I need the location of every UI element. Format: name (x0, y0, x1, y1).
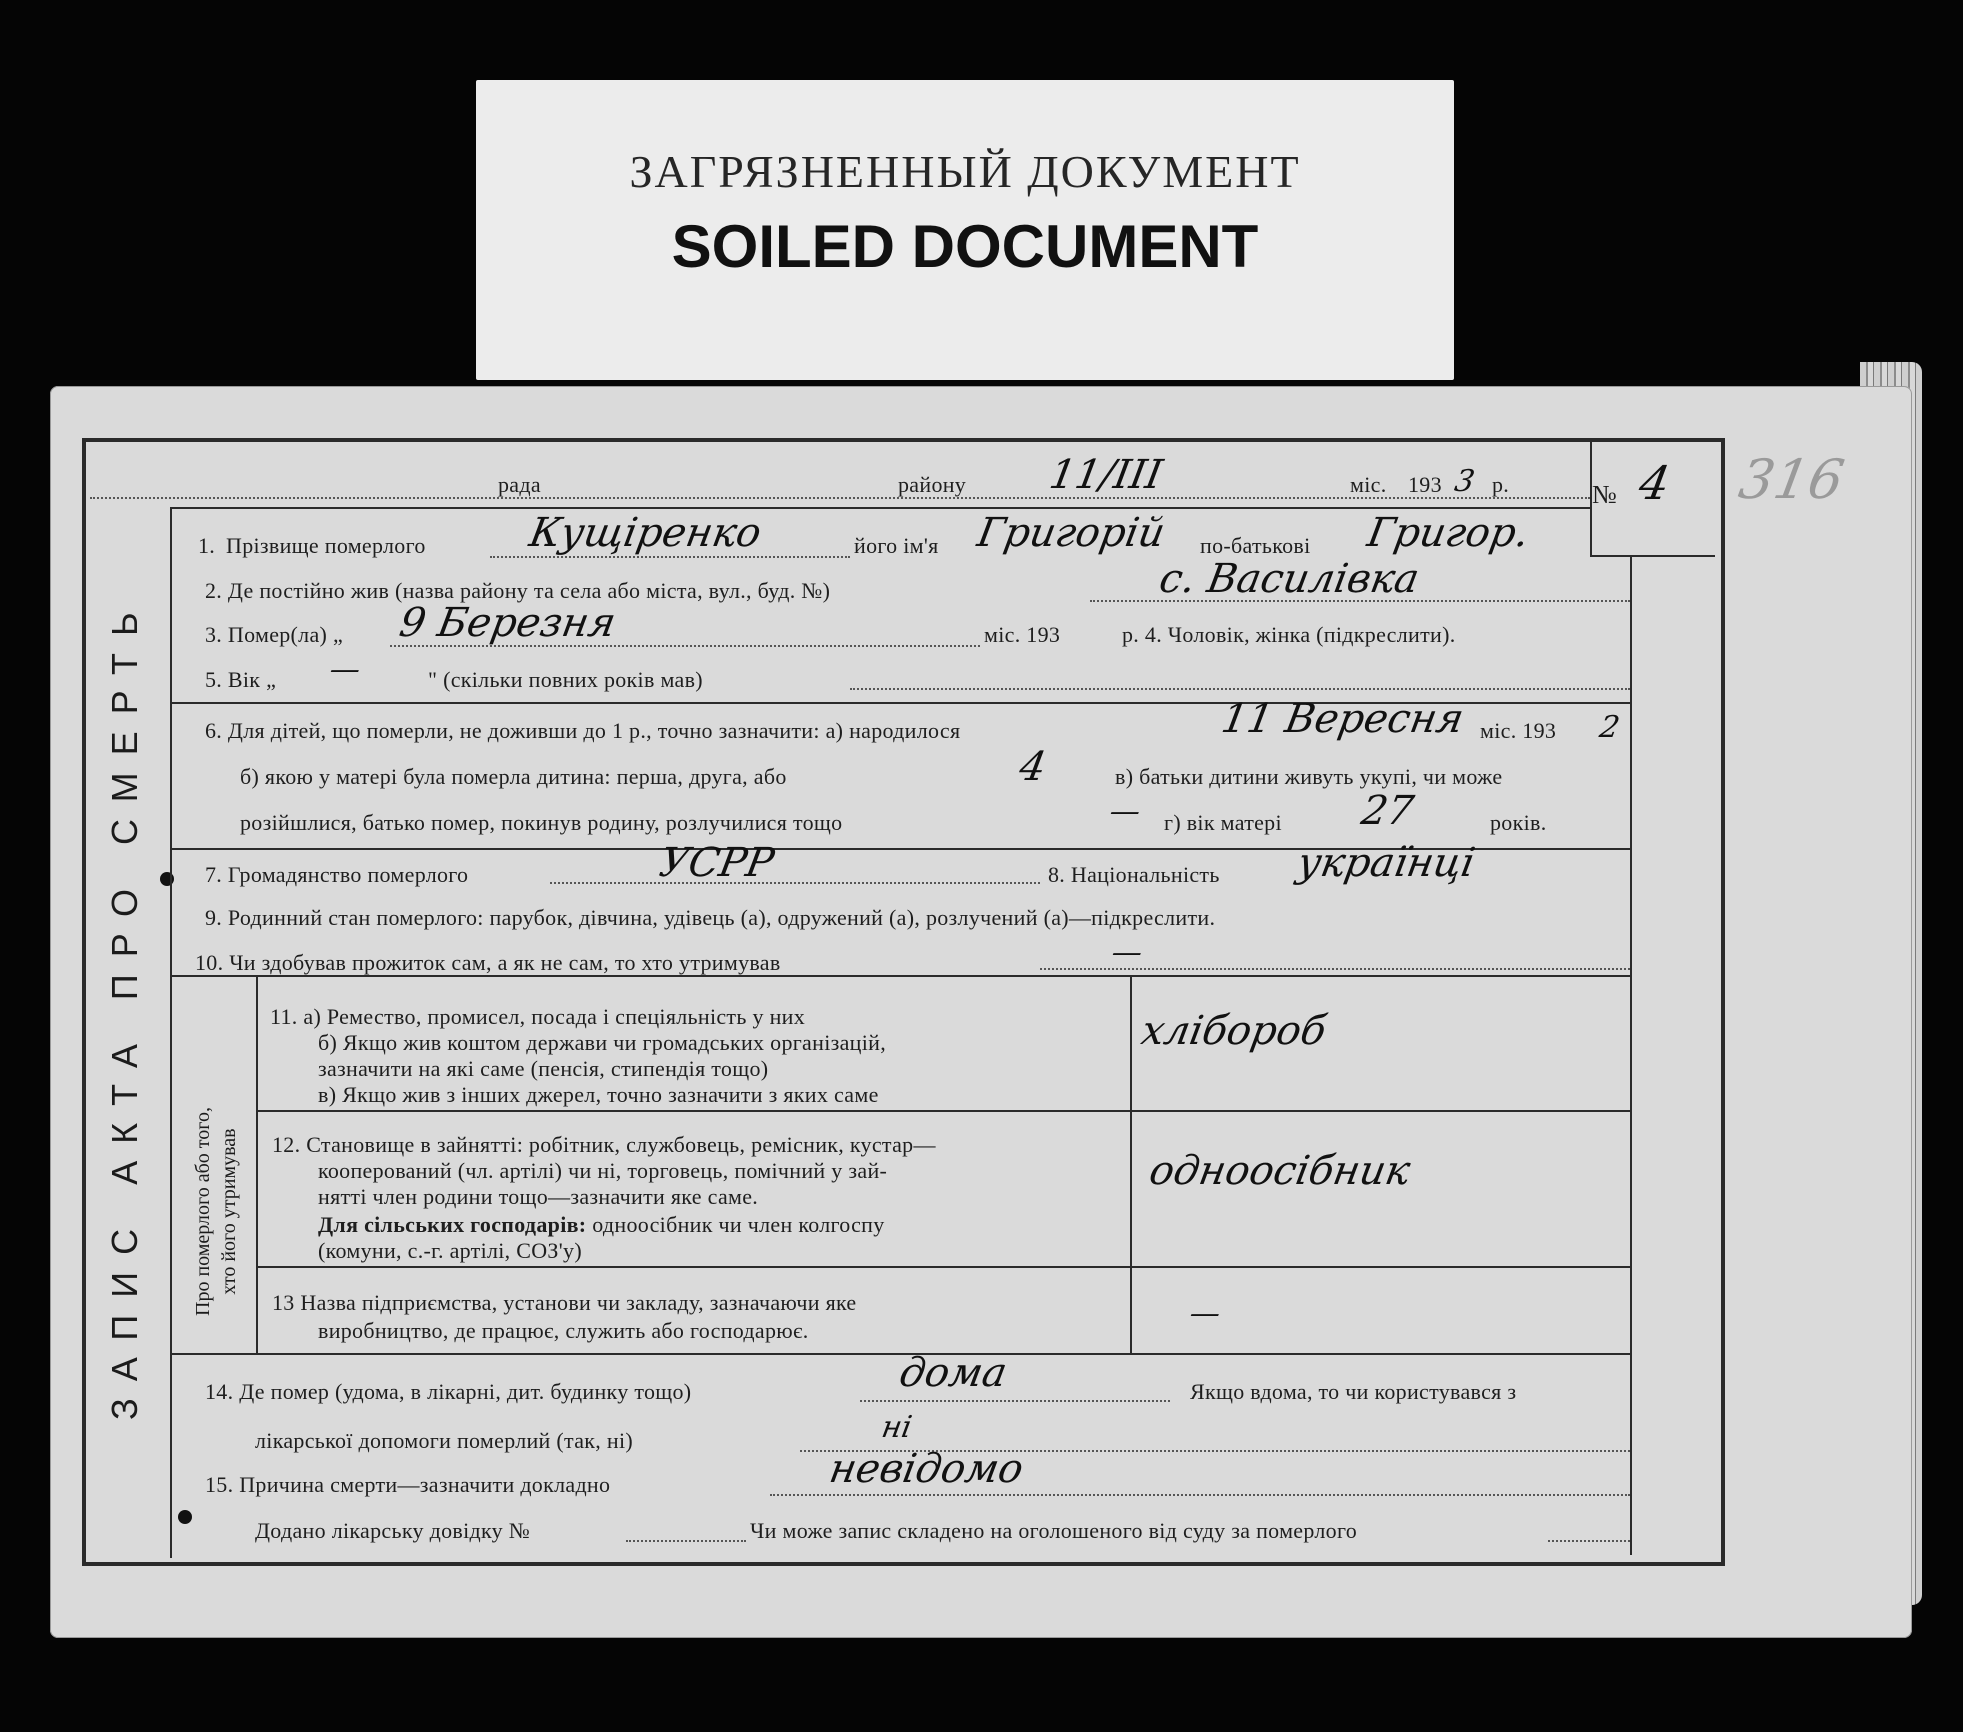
hw-enterprise: — (1186, 1296, 1224, 1331)
line6b-text: б) якою у матері була померла дитина: перша, друга, або (240, 764, 787, 789)
line14-l2: лікарської допомоги померлий (так, ні) (255, 1428, 634, 1453)
line11-b: б) Якщо жив коштом держави чи громадських організацій, (318, 1030, 887, 1055)
line12-l1: 12. Становище в зайнятті: робітник, службовець, ремісник, кустар— (272, 1132, 936, 1157)
hw-year-digit: 3 (1451, 464, 1478, 499)
fill-line (860, 1400, 1170, 1402)
soiled-document-label (476, 80, 1454, 380)
hw-residence: с. Василівка (1155, 556, 1423, 602)
line7-text: 7. Громадянство померлого (205, 862, 469, 887)
header-rada: рада (498, 472, 541, 497)
hw-name: Григорій (973, 510, 1169, 556)
line6-mis: міс. 193 (1480, 718, 1557, 743)
line6b-rest: в) батьки дитини живуть укупі, чи може (1115, 764, 1503, 789)
line12-l2: кооперований (чл. артілі) чи ні, торговець, помічний у зай- (318, 1158, 888, 1183)
hw-death-place: дома (895, 1350, 1011, 1396)
line3-text: 3. Помер(ла) „ (205, 622, 344, 647)
divider (256, 975, 258, 1353)
line11-b2: зазначити на які саме (пенсія, стипендія тощо) (318, 1056, 769, 1081)
fill-line (550, 882, 1040, 884)
line12-l3: нятті член родини тощо—зазначити яке саме. (318, 1184, 759, 1209)
line3-mis: міс. 193 (984, 622, 1061, 647)
fill-line (1548, 1540, 1630, 1542)
divider (256, 1110, 1632, 1112)
line12-l4-bold: Для сільських господарів: (318, 1212, 587, 1237)
side-subtitle-line: Про померлого або того, (192, 1107, 214, 1316)
fill-line (850, 688, 1630, 690)
corner-archive-mark: 316 (1734, 448, 1849, 511)
hw-surname: Кущіренко (525, 510, 765, 556)
divider (1630, 555, 1632, 1555)
header-r: р. (1492, 472, 1510, 497)
line13-l1: 13 Назва підприємства, установи чи закладу, зазначаючи яке (272, 1290, 857, 1315)
line16-text: Додано лікарську довідку № (255, 1518, 531, 1543)
divider (172, 507, 1592, 509)
hw-nationality: українці (1293, 840, 1479, 886)
line13-l2: виробництво, де працює, служить або господарює. (318, 1318, 809, 1343)
header-year-printed: 193 (1408, 472, 1442, 497)
record-number-label: № (1592, 480, 1618, 509)
line7-rest: 8. Національність (1048, 862, 1220, 887)
line12-l4-rest: одноосібник чи член колгоспу (592, 1212, 885, 1237)
hw-born-date: 11 Вересня (1217, 696, 1468, 742)
hw-citizenship: УСРР (655, 840, 778, 886)
label-english: SOILED DOCUMENT (671, 213, 1259, 280)
side-subtitle-line: хто його утримував (218, 1128, 240, 1295)
line5-text: 5. Вік „ (205, 667, 277, 692)
hw-child-order: 4 (1015, 744, 1050, 790)
line3-rest: р. 4. Чоловік, жінка (підкреслити). (1122, 622, 1456, 647)
hw-supported-by: — (1108, 935, 1146, 970)
hw-born-year: 2 (1596, 710, 1623, 745)
fill-line (770, 1494, 1630, 1496)
line5-rest: " (скільки повних років мав) (428, 667, 703, 692)
hw-cause: невідомо (825, 1446, 1027, 1492)
punch-hole (178, 1510, 192, 1524)
line11-a: 11. а) Ремество, промисел, посада і спеціяльність у них (270, 1004, 806, 1029)
divider (1130, 975, 1132, 1353)
hw-date: 11/III (1045, 452, 1166, 498)
line6c-text: розійшлися, батько помер, покинув родину, розлучилися тощо (240, 810, 843, 835)
line12-l4 (318, 1212, 885, 1238)
hw-mother-age: 27 (1357, 788, 1417, 834)
hw-medical-help: ні (878, 1410, 915, 1445)
fill-line (1090, 600, 1630, 602)
line1-patronymic-label: по-батькові (1200, 533, 1311, 558)
line1-name-label: його ім'я (854, 533, 939, 558)
line10-text: 10. Чи здобував прожиток сам, а як не сам, то хто утримував (195, 950, 781, 975)
hw-occupation: хлібороб (1137, 1008, 1330, 1054)
line1-num: 1. (198, 533, 216, 558)
header-raionu: району (898, 472, 967, 497)
hw-patronymic: Григор. (1363, 510, 1533, 556)
hw-parents-status: — (1106, 794, 1144, 829)
label-russian: ЗАГРЯЗНЕННЫЙ ДОКУМЕНТ (629, 146, 1301, 197)
divider (172, 1353, 1632, 1355)
line15-text: 15. Причина смерти—зазначити докладно (205, 1472, 611, 1497)
line14-l1r: Якщо вдома, то чи користувався з (1190, 1379, 1517, 1404)
line6c-rokiv: років. (1490, 810, 1547, 835)
header-mis: міс. (1350, 472, 1387, 497)
line1-surname-label: Прізвище померлого (226, 533, 426, 558)
side-subtitle (190, 1107, 242, 1316)
line6-text: 6. Для дітей, що померли, не доживши до 1 р., точно зазначити: а) народилося (205, 718, 961, 743)
divider (170, 507, 172, 1558)
hw-death-date: 9 Березня (395, 600, 620, 646)
fill-line (626, 1540, 746, 1542)
fill-line (490, 556, 850, 558)
line2-text: 2. Де постійно жив (назва району та села або міста, вул., буд. №) (205, 578, 831, 603)
line12-l5: (комуни, с.-г. артілі, СОЗ'у) (318, 1238, 582, 1263)
divider (256, 1266, 1632, 1268)
line11-c: в) Якщо жив з інших джерел, точно зазначити з яких саме (318, 1082, 879, 1107)
hw-employment-status: одноосібник (1145, 1148, 1414, 1194)
line14-l1: 14. Де помер (удома, в лікарні, дит. будинку тощо) (205, 1379, 692, 1404)
hw-record-number: 4 (1635, 456, 1675, 510)
line6c-rest: г) вік матері (1164, 810, 1282, 835)
hw-age: — (326, 652, 364, 687)
line9-text: 9. Родинний стан померлого: парубок, дівчина, удівець (а), одружений (а), розлучений (а)—підкреслити. (205, 905, 1216, 930)
side-title: ЗАПИС АКТА ПРО СМЕРТЬ (104, 595, 145, 1420)
fill-line (390, 645, 980, 647)
divider (1590, 555, 1715, 557)
line16-rest: Чи може запис складено на оголошеного від суду за померлого (750, 1518, 1358, 1543)
